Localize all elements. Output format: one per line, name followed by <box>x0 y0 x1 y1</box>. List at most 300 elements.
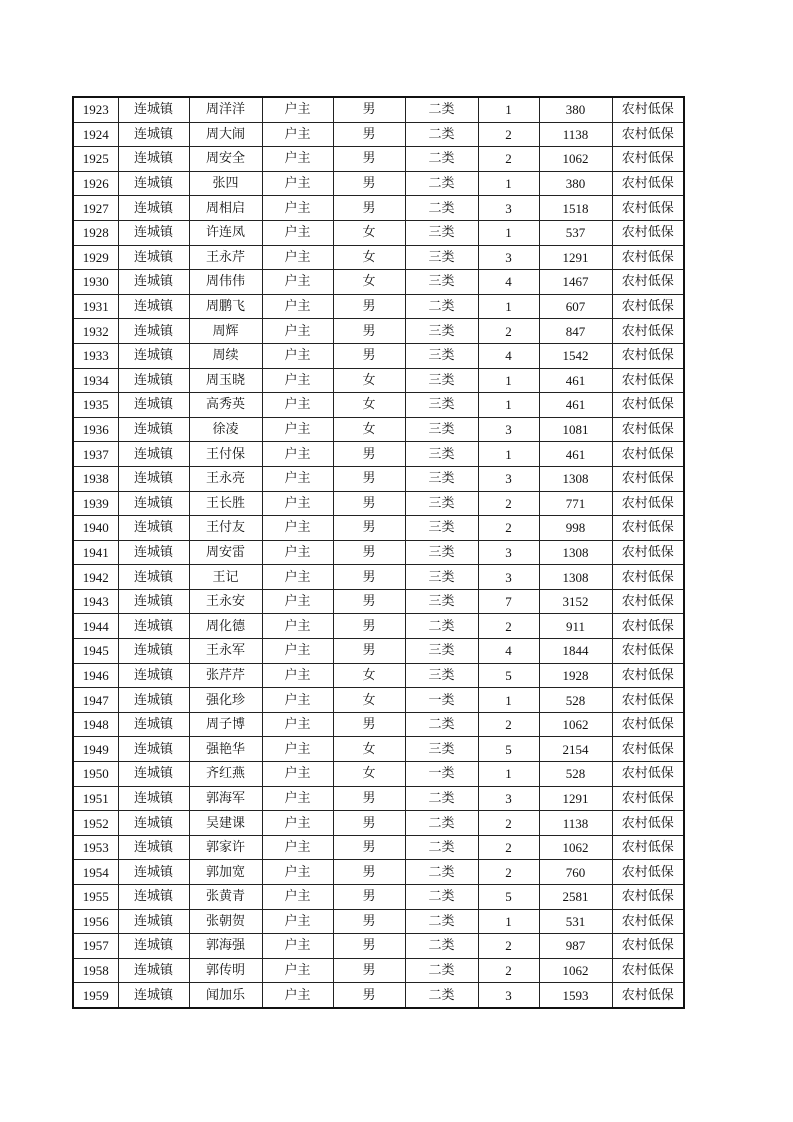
table-row <box>73 491 684 516</box>
table-row <box>73 516 684 541</box>
cell-seq: 1924 <box>73 122 118 147</box>
table-body <box>73 97 684 1008</box>
cell-seq: 1939 <box>73 491 118 516</box>
cell-amount: 1062 <box>539 835 612 860</box>
cell-category: 一类 <box>405 762 478 787</box>
cell-seq: 1956 <box>73 909 118 934</box>
cell-category: 二类 <box>405 294 478 319</box>
cell-name: 王永军 <box>189 639 262 664</box>
cell-type: 农村低保 <box>612 737 684 762</box>
cell-category: 三类 <box>405 565 478 590</box>
cell-type: 农村低保 <box>612 934 684 959</box>
cell-relation: 户主 <box>262 491 333 516</box>
cell-relation: 户主 <box>262 712 333 737</box>
cell-town: 连城镇 <box>118 319 189 344</box>
table-row <box>73 393 684 418</box>
cell-name: 许连凤 <box>189 220 262 245</box>
cell-amount: 1062 <box>539 712 612 737</box>
cell-type: 农村低保 <box>612 171 684 196</box>
cell-town: 连城镇 <box>118 122 189 147</box>
cell-category: 三类 <box>405 540 478 565</box>
cell-type: 农村低保 <box>612 958 684 983</box>
cell-amount: 1928 <box>539 663 612 688</box>
cell-name: 周续 <box>189 343 262 368</box>
cell-relation: 户主 <box>262 196 333 221</box>
cell-amount: 987 <box>539 934 612 959</box>
cell-amount: 1081 <box>539 417 612 442</box>
table-row <box>73 860 684 885</box>
cell-amount: 461 <box>539 368 612 393</box>
cell-name: 强艳华 <box>189 737 262 762</box>
cell-gender: 男 <box>333 983 405 1008</box>
cell-gender: 男 <box>333 516 405 541</box>
cell-relation: 户主 <box>262 368 333 393</box>
cell-name: 郭家许 <box>189 835 262 860</box>
cell-town: 连城镇 <box>118 466 189 491</box>
cell-relation: 户主 <box>262 639 333 664</box>
cell-name: 周子博 <box>189 712 262 737</box>
cell-relation: 户主 <box>262 885 333 910</box>
cell-category: 三类 <box>405 417 478 442</box>
cell-amount: 380 <box>539 171 612 196</box>
table-row <box>73 737 684 762</box>
cell-amount: 3152 <box>539 589 612 614</box>
cell-gender: 男 <box>333 466 405 491</box>
table-row <box>73 442 684 467</box>
table-row <box>73 466 684 491</box>
cell-town: 连城镇 <box>118 811 189 836</box>
cell-town: 连城镇 <box>118 934 189 959</box>
cell-category: 二类 <box>405 614 478 639</box>
cell-town: 连城镇 <box>118 294 189 319</box>
cell-type: 农村低保 <box>612 97 684 122</box>
cell-household-size: 2 <box>478 319 539 344</box>
table-row <box>73 196 684 221</box>
cell-gender: 男 <box>333 196 405 221</box>
cell-seq: 1941 <box>73 540 118 565</box>
cell-household-size: 1 <box>478 220 539 245</box>
cell-amount: 607 <box>539 294 612 319</box>
cell-seq: 1943 <box>73 589 118 614</box>
cell-town: 连城镇 <box>118 712 189 737</box>
cell-amount: 531 <box>539 909 612 934</box>
cell-relation: 户主 <box>262 442 333 467</box>
table-row <box>73 786 684 811</box>
cell-name: 吴建课 <box>189 811 262 836</box>
cell-relation: 户主 <box>262 294 333 319</box>
cell-relation: 户主 <box>262 220 333 245</box>
cell-gender: 男 <box>333 712 405 737</box>
cell-town: 连城镇 <box>118 393 189 418</box>
cell-household-size: 2 <box>478 516 539 541</box>
cell-relation: 户主 <box>262 835 333 860</box>
cell-type: 农村低保 <box>612 811 684 836</box>
table-row <box>73 958 684 983</box>
cell-town: 连城镇 <box>118 417 189 442</box>
cell-relation: 户主 <box>262 589 333 614</box>
cell-household-size: 1 <box>478 762 539 787</box>
cell-seq: 1940 <box>73 516 118 541</box>
cell-household-size: 2 <box>478 122 539 147</box>
cell-household-size: 3 <box>478 540 539 565</box>
cell-seq: 1951 <box>73 786 118 811</box>
cell-town: 连城镇 <box>118 885 189 910</box>
table-row <box>73 712 684 737</box>
table-row <box>73 565 684 590</box>
cell-gender: 男 <box>333 909 405 934</box>
table-row <box>73 885 684 910</box>
cell-type: 农村低保 <box>612 343 684 368</box>
cell-category: 三类 <box>405 491 478 516</box>
cell-amount: 537 <box>539 220 612 245</box>
cell-gender: 男 <box>333 491 405 516</box>
cell-type: 农村低保 <box>612 540 684 565</box>
cell-seq: 1932 <box>73 319 118 344</box>
cell-town: 连城镇 <box>118 97 189 122</box>
cell-town: 连城镇 <box>118 762 189 787</box>
cell-amount: 1844 <box>539 639 612 664</box>
cell-gender: 女 <box>333 688 405 713</box>
cell-category: 三类 <box>405 220 478 245</box>
cell-relation: 户主 <box>262 417 333 442</box>
cell-name: 王永亮 <box>189 466 262 491</box>
cell-type: 农村低保 <box>612 491 684 516</box>
cell-town: 连城镇 <box>118 540 189 565</box>
cell-type: 农村低保 <box>612 442 684 467</box>
cell-type: 农村低保 <box>612 663 684 688</box>
cell-town: 连城镇 <box>118 491 189 516</box>
cell-amount: 1062 <box>539 958 612 983</box>
cell-household-size: 1 <box>478 294 539 319</box>
table-row <box>73 319 684 344</box>
cell-household-size: 2 <box>478 811 539 836</box>
cell-category: 二类 <box>405 171 478 196</box>
cell-gender: 男 <box>333 885 405 910</box>
table-row <box>73 983 684 1008</box>
cell-name: 郭加宽 <box>189 860 262 885</box>
cell-type: 农村低保 <box>612 786 684 811</box>
cell-name: 闻加乐 <box>189 983 262 1008</box>
cell-household-size: 1 <box>478 688 539 713</box>
cell-relation: 户主 <box>262 466 333 491</box>
cell-name: 周辉 <box>189 319 262 344</box>
cell-gender: 男 <box>333 811 405 836</box>
cell-type: 农村低保 <box>612 565 684 590</box>
cell-amount: 528 <box>539 688 612 713</box>
cell-category: 二类 <box>405 811 478 836</box>
cell-household-size: 2 <box>478 614 539 639</box>
cell-gender: 男 <box>333 835 405 860</box>
cell-household-size: 1 <box>478 393 539 418</box>
cell-type: 农村低保 <box>612 516 684 541</box>
cell-household-size: 3 <box>478 565 539 590</box>
cell-amount: 847 <box>539 319 612 344</box>
cell-relation: 户主 <box>262 909 333 934</box>
cell-seq: 1942 <box>73 565 118 590</box>
cell-household-size: 4 <box>478 639 539 664</box>
table-row <box>73 589 684 614</box>
cell-household-size: 2 <box>478 934 539 959</box>
cell-seq: 1937 <box>73 442 118 467</box>
cell-relation: 户主 <box>262 319 333 344</box>
cell-amount: 1308 <box>539 565 612 590</box>
cell-name: 周洋洋 <box>189 97 262 122</box>
cell-name: 周鹏飞 <box>189 294 262 319</box>
cell-household-size: 7 <box>478 589 539 614</box>
cell-category: 二类 <box>405 909 478 934</box>
cell-amount: 1138 <box>539 122 612 147</box>
cell-category: 二类 <box>405 147 478 172</box>
cell-type: 农村低保 <box>612 885 684 910</box>
cell-name: 郭海强 <box>189 934 262 959</box>
cell-name: 王付友 <box>189 516 262 541</box>
cell-gender: 男 <box>333 614 405 639</box>
cell-relation: 户主 <box>262 958 333 983</box>
cell-amount: 528 <box>539 762 612 787</box>
cell-seq: 1947 <box>73 688 118 713</box>
cell-gender: 女 <box>333 220 405 245</box>
cell-category: 二类 <box>405 835 478 860</box>
cell-amount: 1467 <box>539 270 612 295</box>
cell-relation: 户主 <box>262 811 333 836</box>
cell-household-size: 5 <box>478 663 539 688</box>
cell-gender: 男 <box>333 958 405 983</box>
cell-town: 连城镇 <box>118 171 189 196</box>
cell-amount: 1062 <box>539 147 612 172</box>
cell-seq: 1958 <box>73 958 118 983</box>
cell-type: 农村低保 <box>612 122 684 147</box>
cell-household-size: 2 <box>478 860 539 885</box>
table-row <box>73 835 684 860</box>
table-row <box>73 811 684 836</box>
cell-name: 王付保 <box>189 442 262 467</box>
cell-relation: 户主 <box>262 122 333 147</box>
cell-seq: 1948 <box>73 712 118 737</box>
table-row <box>73 147 684 172</box>
cell-name: 张黄青 <box>189 885 262 910</box>
cell-name: 周安雷 <box>189 540 262 565</box>
cell-category: 二类 <box>405 958 478 983</box>
cell-relation: 户主 <box>262 565 333 590</box>
table-row <box>73 934 684 959</box>
table-row <box>73 343 684 368</box>
cell-name: 周化德 <box>189 614 262 639</box>
cell-category: 二类 <box>405 97 478 122</box>
cell-town: 连城镇 <box>118 220 189 245</box>
cell-town: 连城镇 <box>118 786 189 811</box>
cell-gender: 女 <box>333 368 405 393</box>
cell-town: 连城镇 <box>118 589 189 614</box>
cell-type: 农村低保 <box>612 147 684 172</box>
cell-household-size: 3 <box>478 417 539 442</box>
cell-type: 农村低保 <box>612 712 684 737</box>
cell-seq: 1934 <box>73 368 118 393</box>
cell-relation: 户主 <box>262 245 333 270</box>
cell-town: 连城镇 <box>118 368 189 393</box>
cell-category: 三类 <box>405 270 478 295</box>
cell-relation: 户主 <box>262 737 333 762</box>
table-row <box>73 688 684 713</box>
cell-gender: 男 <box>333 122 405 147</box>
cell-seq: 1930 <box>73 270 118 295</box>
cell-household-size: 3 <box>478 983 539 1008</box>
cell-household-size: 3 <box>478 245 539 270</box>
cell-type: 农村低保 <box>612 220 684 245</box>
table-row <box>73 294 684 319</box>
cell-household-size: 3 <box>478 786 539 811</box>
cell-category: 一类 <box>405 688 478 713</box>
cell-amount: 1542 <box>539 343 612 368</box>
cell-household-size: 1 <box>478 171 539 196</box>
cell-town: 连城镇 <box>118 516 189 541</box>
cell-household-size: 4 <box>478 343 539 368</box>
cell-seq: 1923 <box>73 97 118 122</box>
cell-name: 张朝贺 <box>189 909 262 934</box>
cell-relation: 户主 <box>262 688 333 713</box>
table-row <box>73 368 684 393</box>
cell-type: 农村低保 <box>612 688 684 713</box>
cell-name: 王永安 <box>189 589 262 614</box>
cell-seq: 1945 <box>73 639 118 664</box>
cell-name: 周相启 <box>189 196 262 221</box>
cell-name: 王永芹 <box>189 245 262 270</box>
cell-relation: 户主 <box>262 934 333 959</box>
cell-town: 连城镇 <box>118 958 189 983</box>
cell-gender: 男 <box>333 565 405 590</box>
cell-gender: 男 <box>333 589 405 614</box>
cell-relation: 户主 <box>262 147 333 172</box>
cell-seq: 1953 <box>73 835 118 860</box>
table-row <box>73 909 684 934</box>
cell-gender: 男 <box>333 171 405 196</box>
cell-gender: 女 <box>333 762 405 787</box>
table-row <box>73 639 684 664</box>
cell-household-size: 2 <box>478 712 539 737</box>
document-page <box>72 96 685 1009</box>
cell-type: 农村低保 <box>612 466 684 491</box>
cell-amount: 771 <box>539 491 612 516</box>
cell-category: 三类 <box>405 466 478 491</box>
cell-town: 连城镇 <box>118 835 189 860</box>
cell-category: 二类 <box>405 983 478 1008</box>
cell-town: 连城镇 <box>118 860 189 885</box>
cell-name: 高秀英 <box>189 393 262 418</box>
cell-seq: 1927 <box>73 196 118 221</box>
cell-amount: 2581 <box>539 885 612 910</box>
cell-gender: 男 <box>333 319 405 344</box>
cell-type: 农村低保 <box>612 417 684 442</box>
cell-seq: 1938 <box>73 466 118 491</box>
cell-amount: 1291 <box>539 245 612 270</box>
cell-household-size: 2 <box>478 147 539 172</box>
cell-seq: 1950 <box>73 762 118 787</box>
table-row <box>73 97 684 122</box>
cell-gender: 女 <box>333 270 405 295</box>
cell-category: 三类 <box>405 368 478 393</box>
relief-table <box>72 96 685 1009</box>
cell-name: 齐红燕 <box>189 762 262 787</box>
cell-relation: 户主 <box>262 393 333 418</box>
cell-gender: 男 <box>333 442 405 467</box>
cell-gender: 男 <box>333 934 405 959</box>
cell-relation: 户主 <box>262 171 333 196</box>
cell-type: 农村低保 <box>612 270 684 295</box>
cell-amount: 380 <box>539 97 612 122</box>
cell-relation: 户主 <box>262 97 333 122</box>
cell-household-size: 2 <box>478 491 539 516</box>
cell-town: 连城镇 <box>118 639 189 664</box>
cell-household-size: 1 <box>478 442 539 467</box>
cell-relation: 户主 <box>262 983 333 1008</box>
cell-relation: 户主 <box>262 343 333 368</box>
cell-type: 农村低保 <box>612 368 684 393</box>
cell-household-size: 3 <box>478 466 539 491</box>
cell-category: 二类 <box>405 934 478 959</box>
cell-amount: 998 <box>539 516 612 541</box>
cell-gender: 女 <box>333 245 405 270</box>
cell-category: 三类 <box>405 319 478 344</box>
table-row <box>73 614 684 639</box>
cell-category: 三类 <box>405 589 478 614</box>
cell-seq: 1954 <box>73 860 118 885</box>
cell-gender: 女 <box>333 417 405 442</box>
cell-town: 连城镇 <box>118 737 189 762</box>
cell-type: 农村低保 <box>612 589 684 614</box>
cell-amount: 911 <box>539 614 612 639</box>
cell-category: 三类 <box>405 516 478 541</box>
cell-town: 连城镇 <box>118 663 189 688</box>
cell-category: 二类 <box>405 712 478 737</box>
cell-type: 农村低保 <box>612 196 684 221</box>
cell-category: 三类 <box>405 639 478 664</box>
cell-category: 二类 <box>405 196 478 221</box>
cell-type: 农村低保 <box>612 835 684 860</box>
cell-category: 三类 <box>405 393 478 418</box>
table-row <box>73 663 684 688</box>
cell-category: 三类 <box>405 442 478 467</box>
cell-town: 连城镇 <box>118 565 189 590</box>
cell-seq: 1926 <box>73 171 118 196</box>
cell-name: 王长胜 <box>189 491 262 516</box>
cell-name: 徐凌 <box>189 417 262 442</box>
cell-town: 连城镇 <box>118 245 189 270</box>
cell-type: 农村低保 <box>612 319 684 344</box>
cell-relation: 户主 <box>262 786 333 811</box>
cell-amount: 1308 <box>539 466 612 491</box>
cell-seq: 1944 <box>73 614 118 639</box>
cell-seq: 1925 <box>73 147 118 172</box>
cell-household-size: 2 <box>478 835 539 860</box>
table-row <box>73 270 684 295</box>
cell-seq: 1931 <box>73 294 118 319</box>
cell-household-size: 4 <box>478 270 539 295</box>
cell-name: 王记 <box>189 565 262 590</box>
cell-household-size: 1 <box>478 909 539 934</box>
cell-type: 农村低保 <box>612 860 684 885</box>
cell-household-size: 5 <box>478 885 539 910</box>
cell-seq: 1928 <box>73 220 118 245</box>
cell-amount: 1593 <box>539 983 612 1008</box>
cell-town: 连城镇 <box>118 196 189 221</box>
cell-type: 农村低保 <box>612 393 684 418</box>
cell-name: 郭传明 <box>189 958 262 983</box>
cell-relation: 户主 <box>262 663 333 688</box>
cell-relation: 户主 <box>262 614 333 639</box>
cell-gender: 女 <box>333 393 405 418</box>
cell-category: 三类 <box>405 663 478 688</box>
cell-seq: 1935 <box>73 393 118 418</box>
cell-type: 农村低保 <box>612 639 684 664</box>
